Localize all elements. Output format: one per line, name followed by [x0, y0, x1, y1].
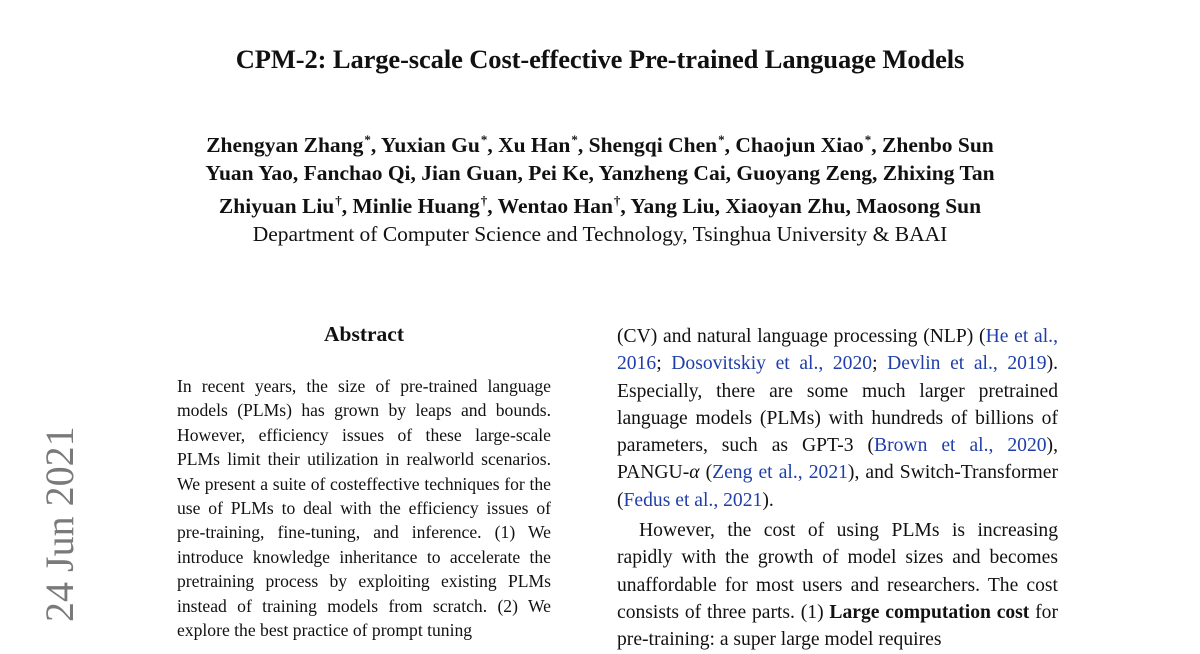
author-name: Shengqi Chen [588, 133, 718, 157]
author-name: Maosong Sun [856, 194, 982, 218]
author-name: Zhengyan Zhang [206, 133, 364, 157]
author-name: Zhenbo Sun [882, 133, 994, 157]
abstract-heading: Abstract [323, 322, 404, 346]
body-text: (CV) and natural language processing (NLP) ( [617, 326, 986, 347]
author-name: Chaojun Xiao [735, 133, 864, 157]
author-name: Zhiyuan Liu [218, 194, 335, 218]
abstract-body [177, 374, 551, 642]
arxiv-date-text: 24 Jun 2021 [37, 426, 82, 622]
author-name: Yang Liu [630, 194, 715, 218]
citation-link[interactable]: Zeng et al., 2021 [712, 462, 848, 484]
author-mark: * [718, 132, 725, 147]
intro-paragraph-1 [617, 323, 1058, 514]
author-mark: † [335, 193, 342, 208]
bold-term: Large computation cost [829, 601, 1030, 623]
body-text: for pre-training: a super large model requires [617, 601, 1059, 651]
author-line-3: Zhiyuan Liu†, Minlie Huang†, Wentao Han†, Yang Liu, Xiaoyan Zhu, Maosong Sun [218, 193, 982, 218]
body-text: ). [762, 489, 774, 511]
author-name: Yuxian Gu [380, 133, 480, 157]
author-name: Xu Han [498, 133, 571, 157]
citation-link[interactable]: Dosovitskiy et al., 2020 [671, 353, 873, 375]
affiliation: Department of Computer Science and Technology, Tsinghua University & BAAI [252, 222, 948, 246]
author-mark: * [480, 132, 488, 147]
body-text: ). Especially, there are some much larger pretrained language models (PLMs) with hundreds of billions of parameters, such as GPT-3 ( [617, 353, 1059, 457]
citation-link[interactable]: Devlin et al., 2019 [887, 353, 1047, 375]
author-name: Wentao Han [497, 194, 613, 218]
author-mark: † [480, 193, 488, 208]
body-text: ), PANGU- [617, 435, 1058, 484]
body-text: ; [656, 353, 672, 375]
citation-link[interactable]: Fedus et al., 2021 [623, 489, 763, 511]
introduction-column [617, 323, 1058, 654]
abstract-text: In recent years, the size of pre-trained language models (PLMs) has grown by leaps and bounds. However, efficiency issues of these large-scale PLMs limit their utilization in realworld scenarios. We present a suite of costeffective techniques for the use of PLMs to deal with the efficiency issues of pre-training, fine-tuning, and inference. (1) We introduce knowledge inheritance to accelerate the pretraining process by exploiting existing PLMs instead of training models from scratch. (2) We explore the best practice of prompt tuning [177, 376, 551, 641]
body-text: ), and Switch-Transformer ( [617, 462, 1058, 511]
intro-paragraph-2 [617, 517, 1058, 653]
body-text: ( [699, 462, 713, 484]
citation-link[interactable]: He et al., 2016 [617, 326, 1058, 375]
citation-link[interactable]: Brown et al., 2020 [874, 435, 1047, 457]
author-name: Minlie Huang [352, 194, 480, 218]
author-line-1: Zhengyan Zhang*, Yuxian Gu*, Xu Han*, Shengqi Chen*, Chaojun Xiao*, Zhenbo Sun [206, 132, 994, 157]
author-line-2: Yuan Yao, Fanchao Qi, Jian Guan, Pei Ke, Yanzheng Cai, Guoyang Zeng, Zhixing Tan [205, 161, 995, 185]
author-mark: * [364, 132, 371, 147]
body-text: However, the cost of using PLMs is increasing rapidly with the growth of model sizes and becomes unaffordable for most users and researchers. The cost consists of three parts. (1) [617, 520, 1058, 623]
author-mark: * [571, 132, 578, 147]
greek-symbol: α [689, 462, 700, 484]
author-mark: * [864, 132, 872, 147]
paper-title: CPM-2: Large-scale Cost-effective Pre-trained Language Models [235, 44, 965, 74]
arxiv-date-stamp [30, 426, 82, 626]
author-name: Xiaoyan Zhu [725, 194, 846, 218]
author-mark: † [613, 193, 621, 208]
body-text: ; [872, 353, 888, 375]
author-block [0, 126, 1200, 248]
